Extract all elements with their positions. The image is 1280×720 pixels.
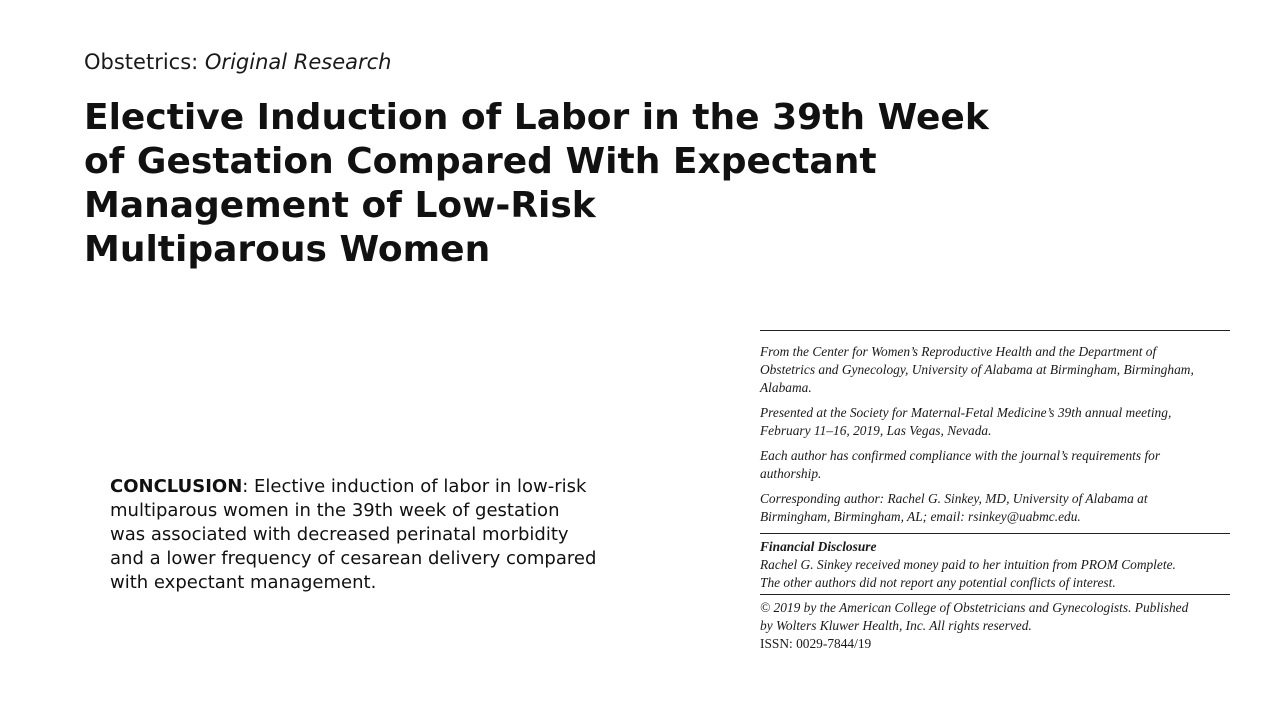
compliance-line: authorship.: [760, 466, 822, 481]
affiliation-line: From the Center for Women’s Reproductive Health and the Department of: [760, 344, 1157, 359]
corresponding-author-paragraph: [760, 490, 1230, 526]
disclosure-line: The other authors did not report any potential conflicts of interest.: [760, 575, 1116, 590]
presented-line: Presented at the Society for Maternal-Fetal Medicine’s 39th annual meeting,: [760, 405, 1172, 420]
conclusion-text: [110, 475, 670, 595]
issn: ISSN: 0029-7844/19: [760, 636, 872, 651]
financial-disclosure-heading: Financial Disclosure: [760, 539, 877, 554]
corresponding-line: Corresponding author: Rachel G. Sinkey, MD, University of Alabama at: [760, 491, 1148, 506]
conclusion-line: [110, 475, 670, 499]
conclusion-line: was associated with decreased perinatal morbidity: [110, 524, 569, 545]
corresponding-line: Birmingham, Birmingham, AL; email: rsinkey@uabmc.edu.: [760, 509, 1081, 524]
presented-line: February 11–16, 2019, Las Vegas, Nevada.: [760, 423, 992, 438]
affiliation-line: Alabama.: [760, 380, 812, 395]
disclosure-divider: [760, 533, 1230, 534]
title-line: Management of Low-Risk: [84, 185, 596, 226]
conclusion-label: CONCLUSION: [110, 476, 243, 497]
conclusion-line-text: : Elective induction of labor in low-risk: [242, 476, 587, 497]
title-line: Elective Induction of Labor in the 39th Week: [84, 97, 989, 138]
section-type: Original Research: [204, 50, 392, 74]
affiliation-paragraph: [760, 343, 1230, 397]
conclusion-line: multiparous women in the 39th week of gestation: [110, 500, 560, 521]
copyright-line: by Wolters Kluwer Health, Inc. All rights reserved.: [760, 618, 1032, 633]
copyright-line: © 2019 by the American College of Obstetricians and Gynecologists. Published: [760, 600, 1189, 615]
article-title: [84, 96, 989, 272]
section-category: Obstetrics:: [84, 50, 199, 74]
affiliation-line: Obstetrics and Gynecology, University of Alabama at Birmingham, Birmingham,: [760, 362, 1194, 377]
compliance-paragraph: [760, 447, 1230, 483]
conclusion-line: and a lower frequency of cesarean delivery compared: [110, 548, 597, 569]
article-info-box: [760, 330, 1230, 653]
conclusion-line: with expectant management.: [110, 572, 377, 593]
section-label: [84, 50, 392, 74]
compliance-line: Each author has confirmed compliance with the journal’s requirements for: [760, 448, 1161, 463]
presented-paragraph: [760, 404, 1230, 440]
top-divider: [760, 330, 1230, 331]
title-line: Multiparous Women: [84, 229, 491, 270]
disclosure-line: Rachel G. Sinkey received money paid to her intuition from PROM Complete.: [760, 557, 1176, 572]
title-line: of Gestation Compared With Expectant: [84, 141, 877, 182]
financial-disclosure-paragraph: [760, 556, 1230, 592]
copyright-divider: [760, 594, 1230, 595]
copyright-paragraph: [760, 599, 1230, 635]
